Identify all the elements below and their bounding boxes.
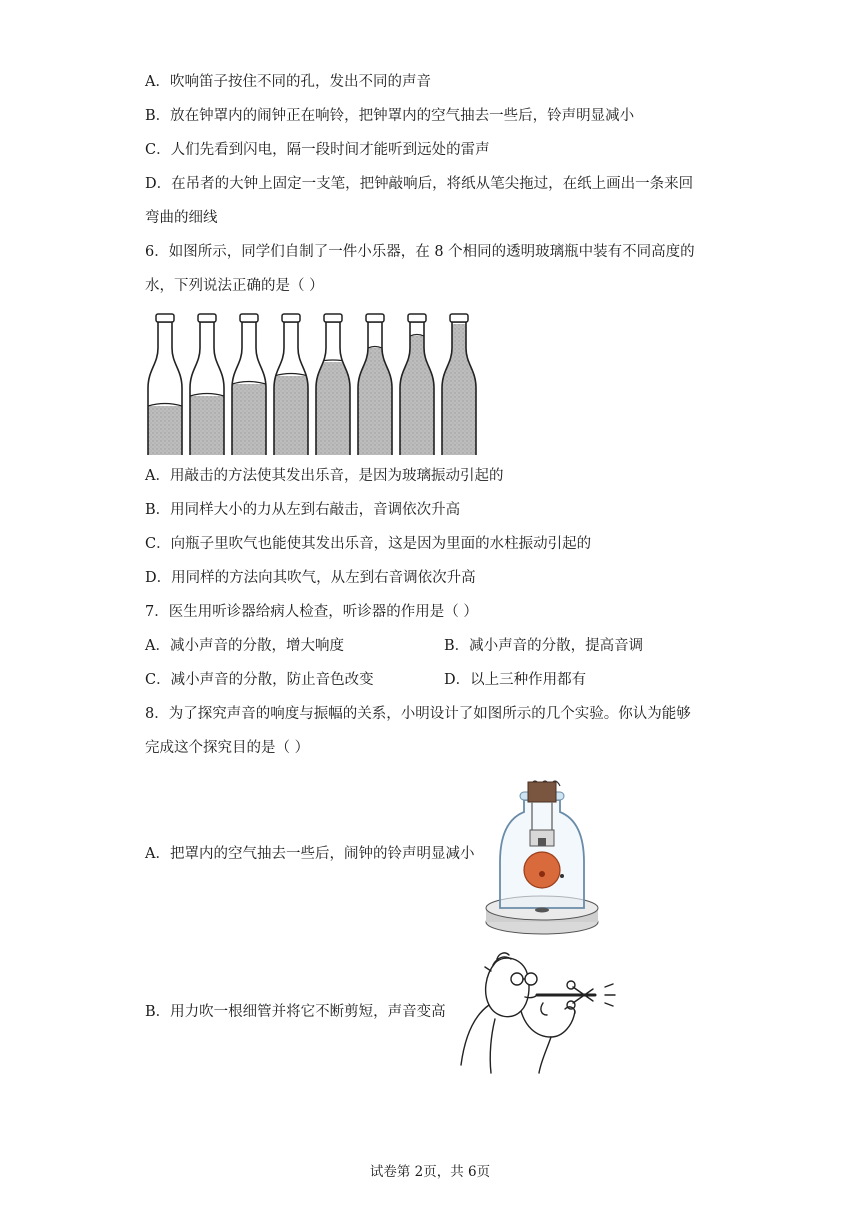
q6-stem: 6．如图所示，同学们自制了一件小乐器，在 8 个相同的透明玻璃瓶中装有不同高度的 bbox=[145, 244, 695, 260]
page-footer: 试卷第 2页，共 6页 bbox=[369, 1164, 491, 1180]
q7-option-c: C．减小声音的分散，防止音色改变 bbox=[145, 672, 374, 688]
q5-option-d-cont: 弯曲的细线 bbox=[145, 210, 218, 226]
bell-jar-figure bbox=[480, 772, 605, 940]
q8-stem-cont: 完成这个探究目的是（ ） bbox=[145, 740, 310, 756]
q7-option-a: A．减小声音的分散，增大响度 bbox=[145, 638, 344, 654]
blowing-tube-figure bbox=[455, 945, 630, 1080]
q7-option-d: D．以上三种作用都有 bbox=[444, 672, 587, 688]
q8-stem: 8．为了探究声音的响度与振幅的关系，小明设计了如图所示的几个实验。你认为能够 bbox=[145, 706, 691, 722]
q6-option-d: D．用同样的方法向其吹气，从左到右音调依次升高 bbox=[145, 570, 476, 586]
q8-option-b: B．用力吹一根细管并将它不断剪短，声音变高 bbox=[145, 1004, 446, 1020]
water-bottles-figure bbox=[140, 300, 485, 455]
q6-option-b: B．用同样大小的力从左到右敲击，音调依次升高 bbox=[145, 502, 461, 518]
q5-option-a: A．吹响笛子按住不同的孔，发出不同的声音 bbox=[145, 74, 431, 90]
q6-option-a: A．用敲击的方法使其发出乐音，是因为玻璃振动引起的 bbox=[145, 468, 504, 484]
q6-option-c: C．向瓶子里吹气也能使其发出乐音，这是因为里面的水柱振动引起的 bbox=[145, 536, 592, 552]
q8-option-a: A．把罩内的空气抽去一些后，闹钟的铃声明显减小 bbox=[145, 846, 475, 862]
q7-option-b: B．减小声音的分散，提高音调 bbox=[444, 638, 644, 654]
q6-stem-cont: 水，下列说法正确的是（ ） bbox=[145, 278, 324, 294]
q5-option-b: B．放在钟罩内的闹钟正在响铃，把钟罩内的空气抽去一些后，铃声明显减小 bbox=[145, 108, 635, 124]
q5-option-c: C．人们先看到闪电，隔一段时间才能听到远处的雷声 bbox=[145, 142, 490, 158]
q5-option-d: D．在吊者的大钟上固定一支笔，把钟敲响后，将纸从笔尖拖过，在纸上画出一条来回 bbox=[145, 176, 694, 192]
q7-stem: 7．医生用听诊器给病人检查，听诊器的作用是（ ） bbox=[145, 604, 478, 620]
